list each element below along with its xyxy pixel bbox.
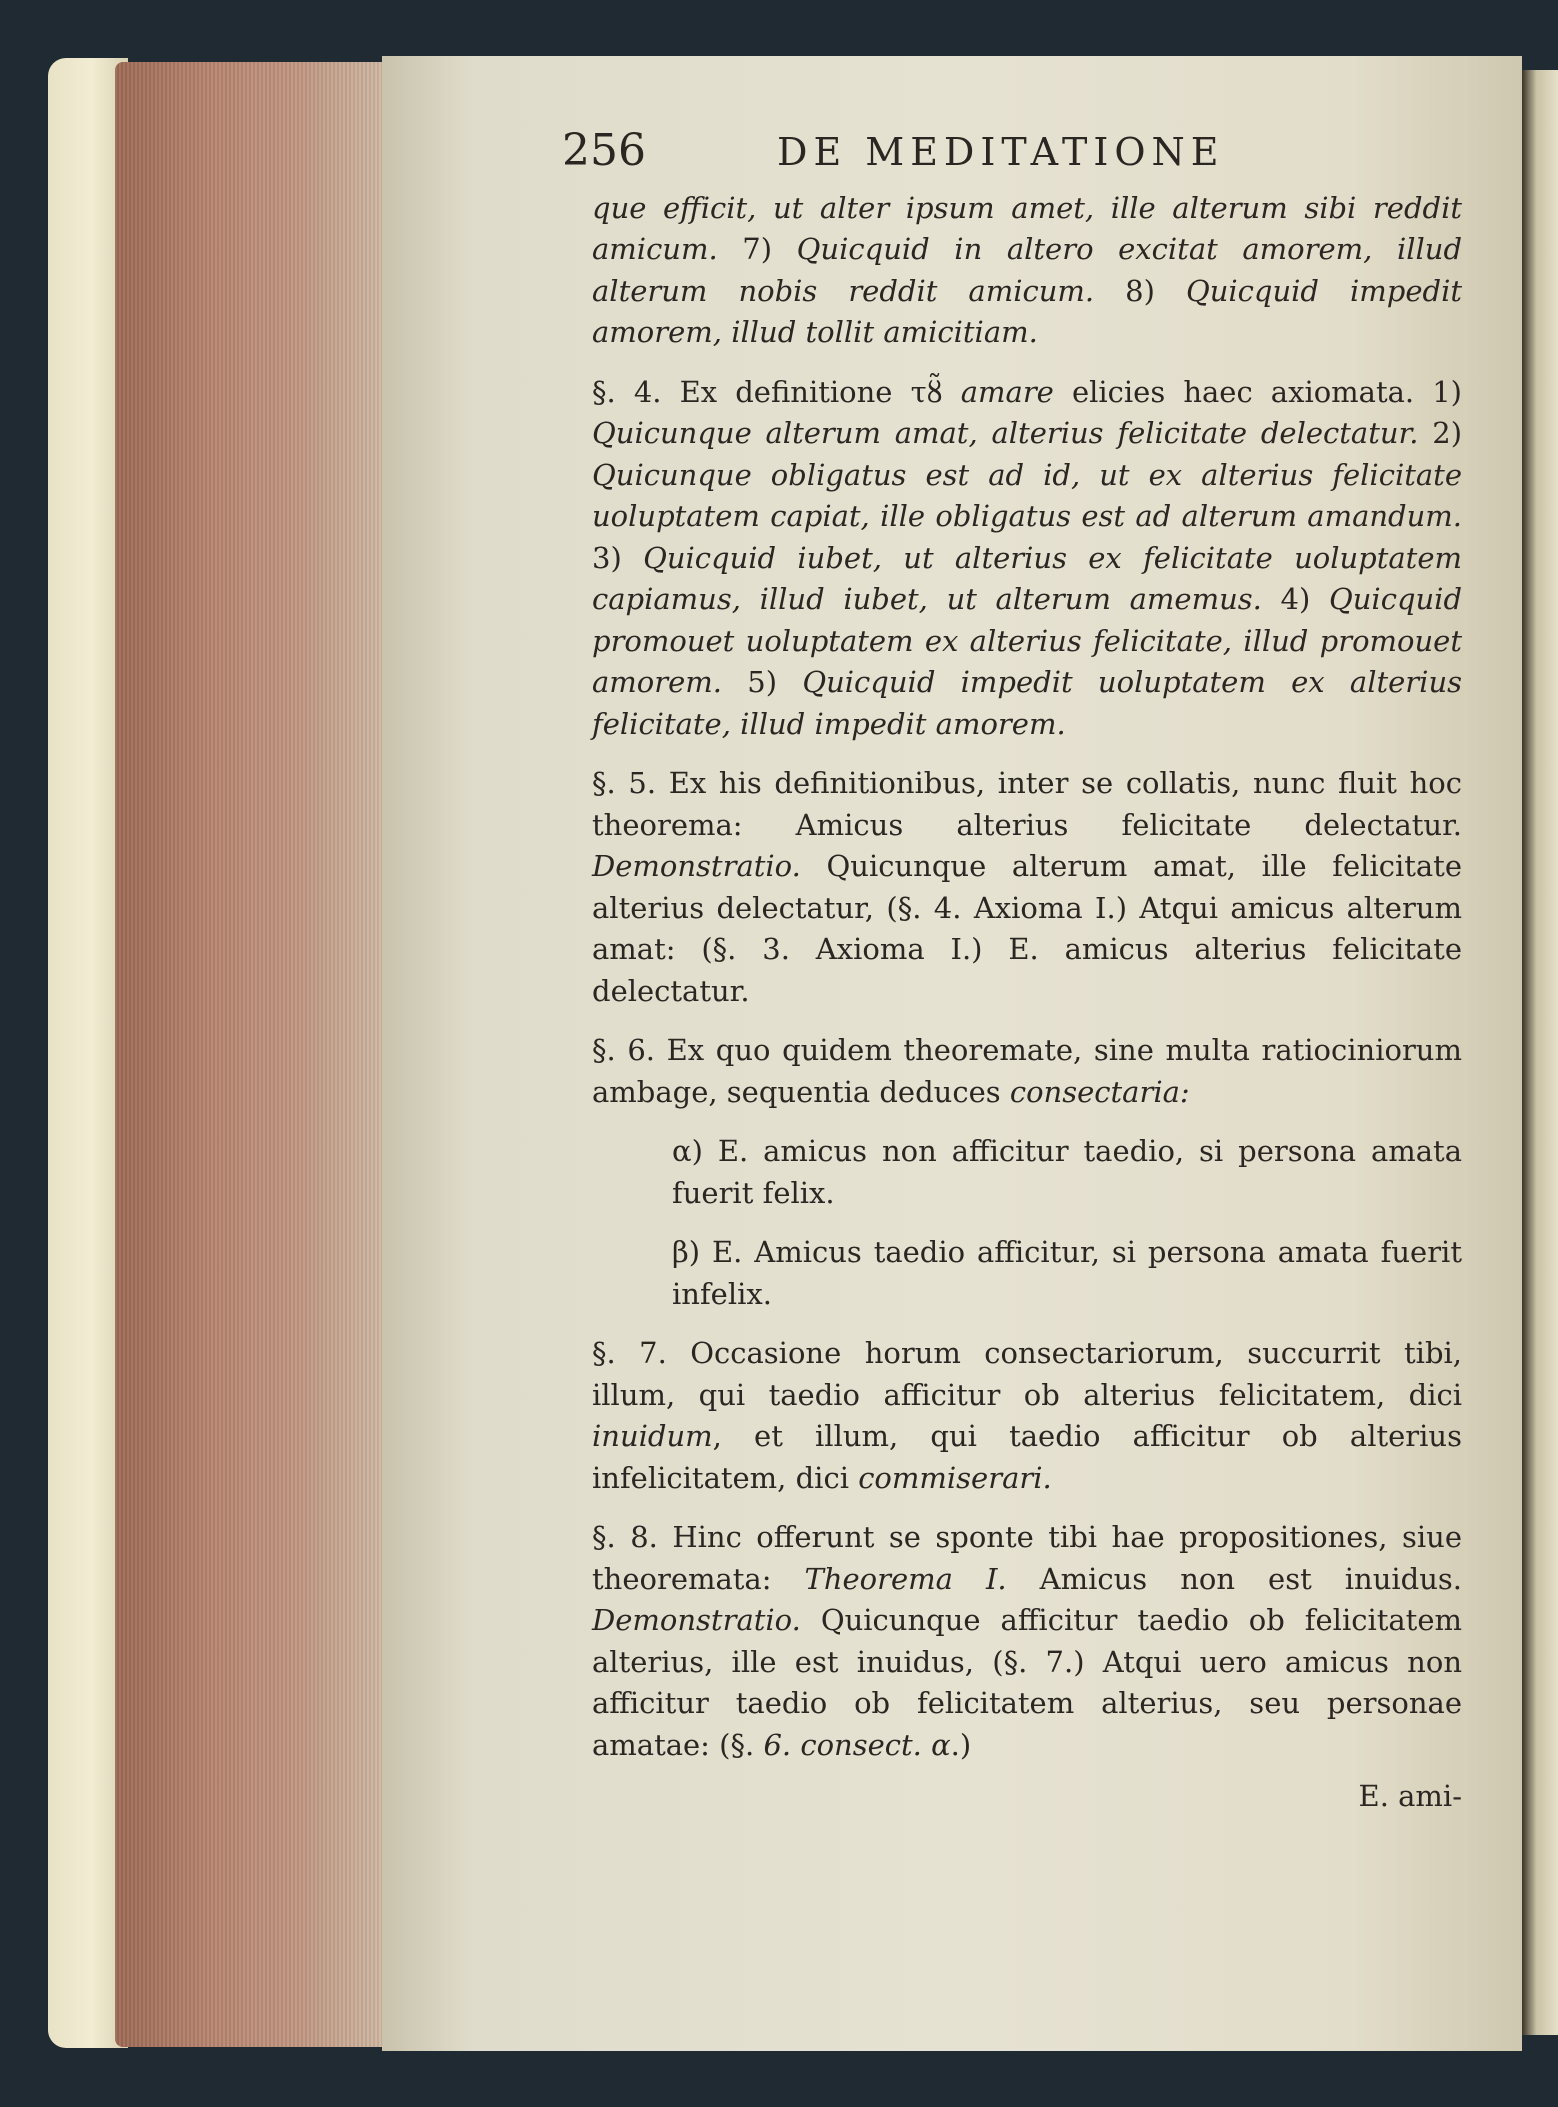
section-4 [592, 372, 1462, 746]
text-span: que [592, 190, 664, 225]
text-span: Quicquid in altero excitat amorem [796, 232, 1364, 266]
text-span: 3) [592, 540, 644, 575]
running-head: DE MEDITATIONE [777, 130, 1225, 174]
section-5 [592, 763, 1462, 1012]
text-span: Quicunque obligatus est ad id [592, 457, 1071, 492]
page-header [562, 125, 1462, 176]
text-span: α) E. amicus non afficitur taedio, si persona amata fuerit felix. [672, 1134, 1462, 1210]
text-span: , [872, 540, 904, 575]
text-span: 4) [1261, 582, 1329, 616]
text-span: illud promouet amorem. [592, 623, 1462, 699]
text-span: ut ex alterius felicitate uoluptatem capiat [592, 457, 1462, 533]
text-span: 5) [722, 665, 803, 699]
text-span: , [731, 582, 760, 616]
text-span: elicies haec axiomata. 1) [1053, 374, 1462, 409]
text-span: Theorema I. [804, 1561, 1007, 1596]
text-span: ille obligatus est ad alterum amandum. [880, 499, 1462, 533]
text-span: Demonstratio. [592, 849, 801, 883]
text-span: 6. consect. α [763, 1727, 951, 1762]
text-span: , [968, 416, 992, 450]
text-span: Quicquid promouet uoluptatem ex alterius felicitate [592, 582, 1463, 658]
text-span: ille alterum sibi reddit amicum. [592, 190, 1463, 266]
text-span: ut alterius ex felicitate uoluptatem capiamus [592, 540, 1463, 616]
text-span: §. 7. Occasione horum consectariorum, succurrit tibi, illum, qui taedio afficitur ob alterius felicitatem, dici [592, 1336, 1462, 1412]
text-span: , [1070, 457, 1100, 492]
text-span: ut alterum amemus. [946, 582, 1262, 616]
text-span: , [860, 499, 881, 533]
section-7 [592, 1333, 1462, 1499]
text-span: , [1222, 623, 1244, 658]
text-span: Amicus non est inuidus. [1006, 1561, 1462, 1596]
consectarium-beta [592, 1232, 1462, 1315]
text-span: amare [960, 374, 1054, 409]
text-span: .) [950, 1727, 972, 1762]
text-span: Quicunque afficitur taedio ob felicitatem alterius, ille est inuidus, (§. 7.) Atqui uero amicus non afficitur taedio ob felicitatem alterius, seu personae amatae: (§. [592, 1603, 1462, 1762]
text-span: , [1363, 232, 1397, 266]
text-span: 2) [1418, 416, 1463, 450]
text-span: 7) [717, 232, 797, 266]
section-6 [592, 1030, 1462, 1113]
page-text [562, 125, 1463, 1818]
page-number: 256 [562, 125, 646, 176]
text-span: alterius felicitate delectatur. [991, 416, 1419, 450]
text-span: , [747, 190, 773, 225]
text-span: §. 4. Ex definitione τȣ̃ [592, 374, 961, 409]
paragraph-continuation [592, 188, 1462, 354]
text-span: §. 5. Ex his definitionibus, inter se collatis, nunc fluit hoc theorema: Amicus alterius felicitate delectatur. [592, 766, 1462, 842]
text-span: ut alter ipsum amet [773, 190, 1085, 225]
text-span: inuidum [592, 1419, 713, 1453]
text-span: §. 8. Hinc offerunt se sponte tibi hae propositiones, siue theoremata: [592, 1520, 1462, 1596]
book-fore-edge [115, 62, 385, 2047]
text-span: , [918, 582, 947, 616]
text-span: illud tollit amicitiam. [731, 315, 1038, 349]
consectarium-alpha [592, 1131, 1462, 1214]
text-span: illud iubet [759, 582, 919, 616]
text-span: Demonstratio. [592, 1603, 801, 1637]
text-span: Quicquid impedit amorem [592, 273, 1462, 349]
text-span: Quicquid impedit uoluptatem ex alterius felicitate [592, 665, 1462, 741]
text-span: Quicquid iubet [643, 540, 873, 575]
text-span: , et illum, qui taedio afficitur ob alterius infelicitatem, dici [592, 1419, 1462, 1495]
text-span: β) E. Amicus taedio afficitur, si persona amata fuerit infelix. [672, 1235, 1462, 1311]
text-span: illud impedit amorem. [740, 706, 1066, 741]
section-8 [592, 1517, 1462, 1766]
text-span: commiserari. [858, 1460, 1052, 1495]
text-span: Quicunque alterum amat, ille felicitate alterius delectatur, (§. 4. Axioma I.) Atqui amicus alterum amat: (§. 3. Axioma I.) E. amicus alterius felicitate delectatur. [592, 849, 1462, 1008]
text-span: , [1084, 190, 1111, 225]
text-span: consectaria: [1009, 1074, 1190, 1109]
text-span: illud alterum nobis reddit amicum. [592, 232, 1463, 308]
text-span: , [721, 706, 741, 741]
catchword: E. ami- [1358, 1779, 1462, 1813]
text-span: efficit [663, 190, 748, 225]
text-span: §. 6. Ex quo quidem theoremate, sine multa ratiociniorum ambage, sequentia deduces [592, 1033, 1462, 1109]
text-span: Quicunque alterum amat [592, 416, 969, 450]
facing-page-edge [1522, 70, 1558, 2035]
text-span: , [712, 315, 732, 349]
text-span: 8) [1094, 273, 1186, 308]
